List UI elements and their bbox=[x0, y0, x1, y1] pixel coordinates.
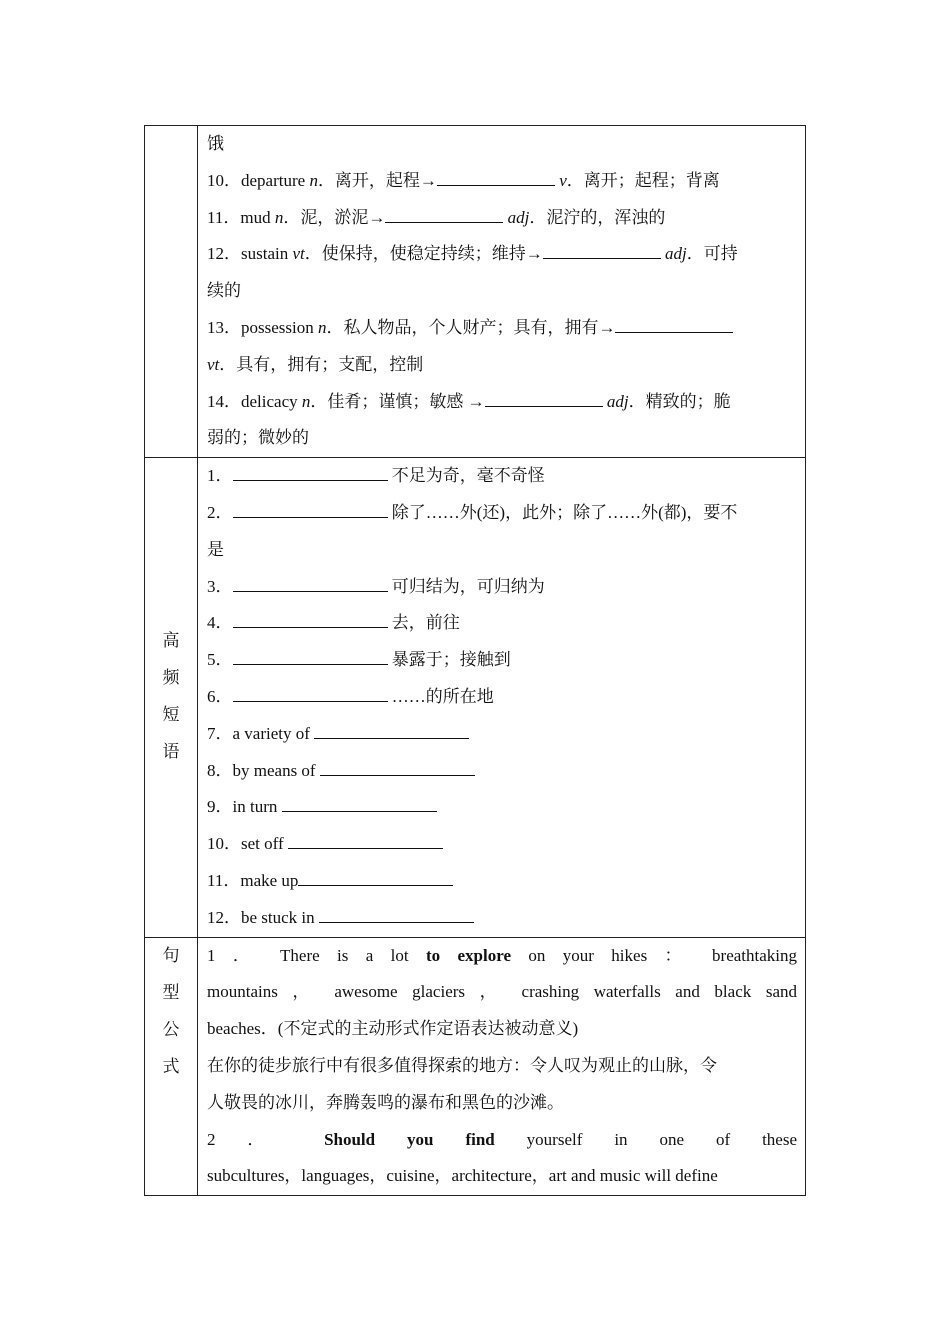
answer-blank[interactable] bbox=[233, 576, 388, 592]
answer-blank[interactable] bbox=[385, 207, 503, 223]
phrase-item: 1． 不足为奇，毫不奇怪 bbox=[207, 466, 545, 486]
answer-blank[interactable] bbox=[437, 170, 555, 186]
phrase-fill: 11．make up bbox=[207, 863, 797, 900]
vocab-line: vt．具有，拥有；支配，控制 bbox=[207, 354, 424, 374]
answer-blank[interactable] bbox=[298, 870, 453, 886]
vocab-label-cell bbox=[145, 126, 198, 458]
phrase-fill: 10．set off bbox=[207, 826, 797, 863]
patterns-label-cell bbox=[145, 937, 198, 1196]
pattern-1-line-1: 1 ． There is a lot to explore on your hikes ： breathtaking bbox=[207, 945, 797, 965]
phrase-item: 4． 去，前往 bbox=[207, 613, 460, 633]
patterns-content bbox=[198, 937, 806, 1196]
patterns-label: 句 型 公 式 bbox=[162, 945, 180, 1077]
answer-blank[interactable] bbox=[319, 907, 474, 923]
pattern-1-translation: 在你的徒步旅行中有很多值得探索的地方：令人叹为观止的山脉，令 bbox=[207, 1055, 717, 1075]
pattern-2-line-2: subcultures，languages，cuisine，architecture，art and music will define bbox=[207, 1166, 718, 1186]
vocab-content bbox=[198, 126, 806, 458]
answer-blank[interactable] bbox=[282, 796, 437, 812]
phrase-fill: 12．be stuck in bbox=[207, 900, 797, 937]
phrase-item: 3． 可归结为，可归纳为 bbox=[207, 576, 545, 596]
pattern-2-line-1: 2 ． Should you find yourself in one of these bbox=[207, 1129, 797, 1149]
phrases-row bbox=[145, 458, 806, 937]
vocab-line: 弱的；微妙的 bbox=[207, 428, 309, 448]
answer-blank[interactable] bbox=[233, 465, 388, 481]
answer-blank[interactable] bbox=[543, 243, 661, 259]
phrases-label-cell bbox=[145, 458, 198, 937]
pattern-1-line-3: beaches．(不定式的主动形式作定语表达被动意义) bbox=[207, 1019, 579, 1039]
vocab-line: 饿 bbox=[207, 134, 224, 153]
phrases-content bbox=[198, 458, 806, 937]
answer-blank[interactable] bbox=[615, 317, 733, 333]
phrase-item: 6． ……的所在地 bbox=[207, 686, 494, 706]
phrases-label: 高 频 短 语 bbox=[162, 631, 180, 763]
answer-blank[interactable] bbox=[320, 760, 475, 776]
answer-blank[interactable] bbox=[485, 391, 603, 407]
answer-blank[interactable] bbox=[233, 502, 388, 518]
study-table bbox=[144, 125, 806, 1196]
vocab-row bbox=[145, 126, 806, 458]
vocab-item-sustain: 12．sustain vt．使保持，使稳定持续；维持→ adj．可持 bbox=[207, 244, 738, 264]
patterns-row bbox=[145, 937, 806, 1196]
vocab-line: 续的 bbox=[207, 281, 241, 301]
pattern-1-line-2: mountains ， awesome glaciers ， crashing waterfalls and black sand bbox=[207, 982, 797, 1002]
phrase-item: 2． 除了……外(还)，此外；除了……外(都)，要不 bbox=[207, 502, 738, 522]
phrase-item-cont: 是 bbox=[207, 539, 224, 559]
vocab-item-possession: 13．possession n．私人物品，个人财产；具有，拥有→ bbox=[207, 310, 797, 347]
vocab-item-mud: 11．mud n．泥，淤泥→ adj．泥泞的，浑浊的 bbox=[207, 207, 666, 227]
pattern-1-translation: 人敬畏的冰川，奔腾轰鸣的瀑布和黑色的沙滩。 bbox=[207, 1092, 564, 1112]
answer-blank[interactable] bbox=[233, 612, 388, 628]
phrase-fill: 9．in turn bbox=[207, 789, 797, 826]
answer-blank[interactable] bbox=[233, 686, 388, 702]
answer-blank[interactable] bbox=[314, 723, 469, 739]
answer-blank[interactable] bbox=[233, 649, 388, 665]
phrase-fill: 8．by means of bbox=[207, 753, 797, 790]
phrase-fill: 7．a variety of bbox=[207, 716, 797, 753]
answer-blank[interactable] bbox=[288, 833, 443, 849]
vocab-item-delicacy: 14．delicacy n．佳肴；谨慎；敏感 → adj．精致的；脆 bbox=[207, 391, 731, 411]
phrase-item: 5． 暴露于；接触到 bbox=[207, 650, 511, 670]
vocab-item-departure: 10．departure n．离开，起程→ v．离开；起程；背离 bbox=[207, 170, 720, 190]
